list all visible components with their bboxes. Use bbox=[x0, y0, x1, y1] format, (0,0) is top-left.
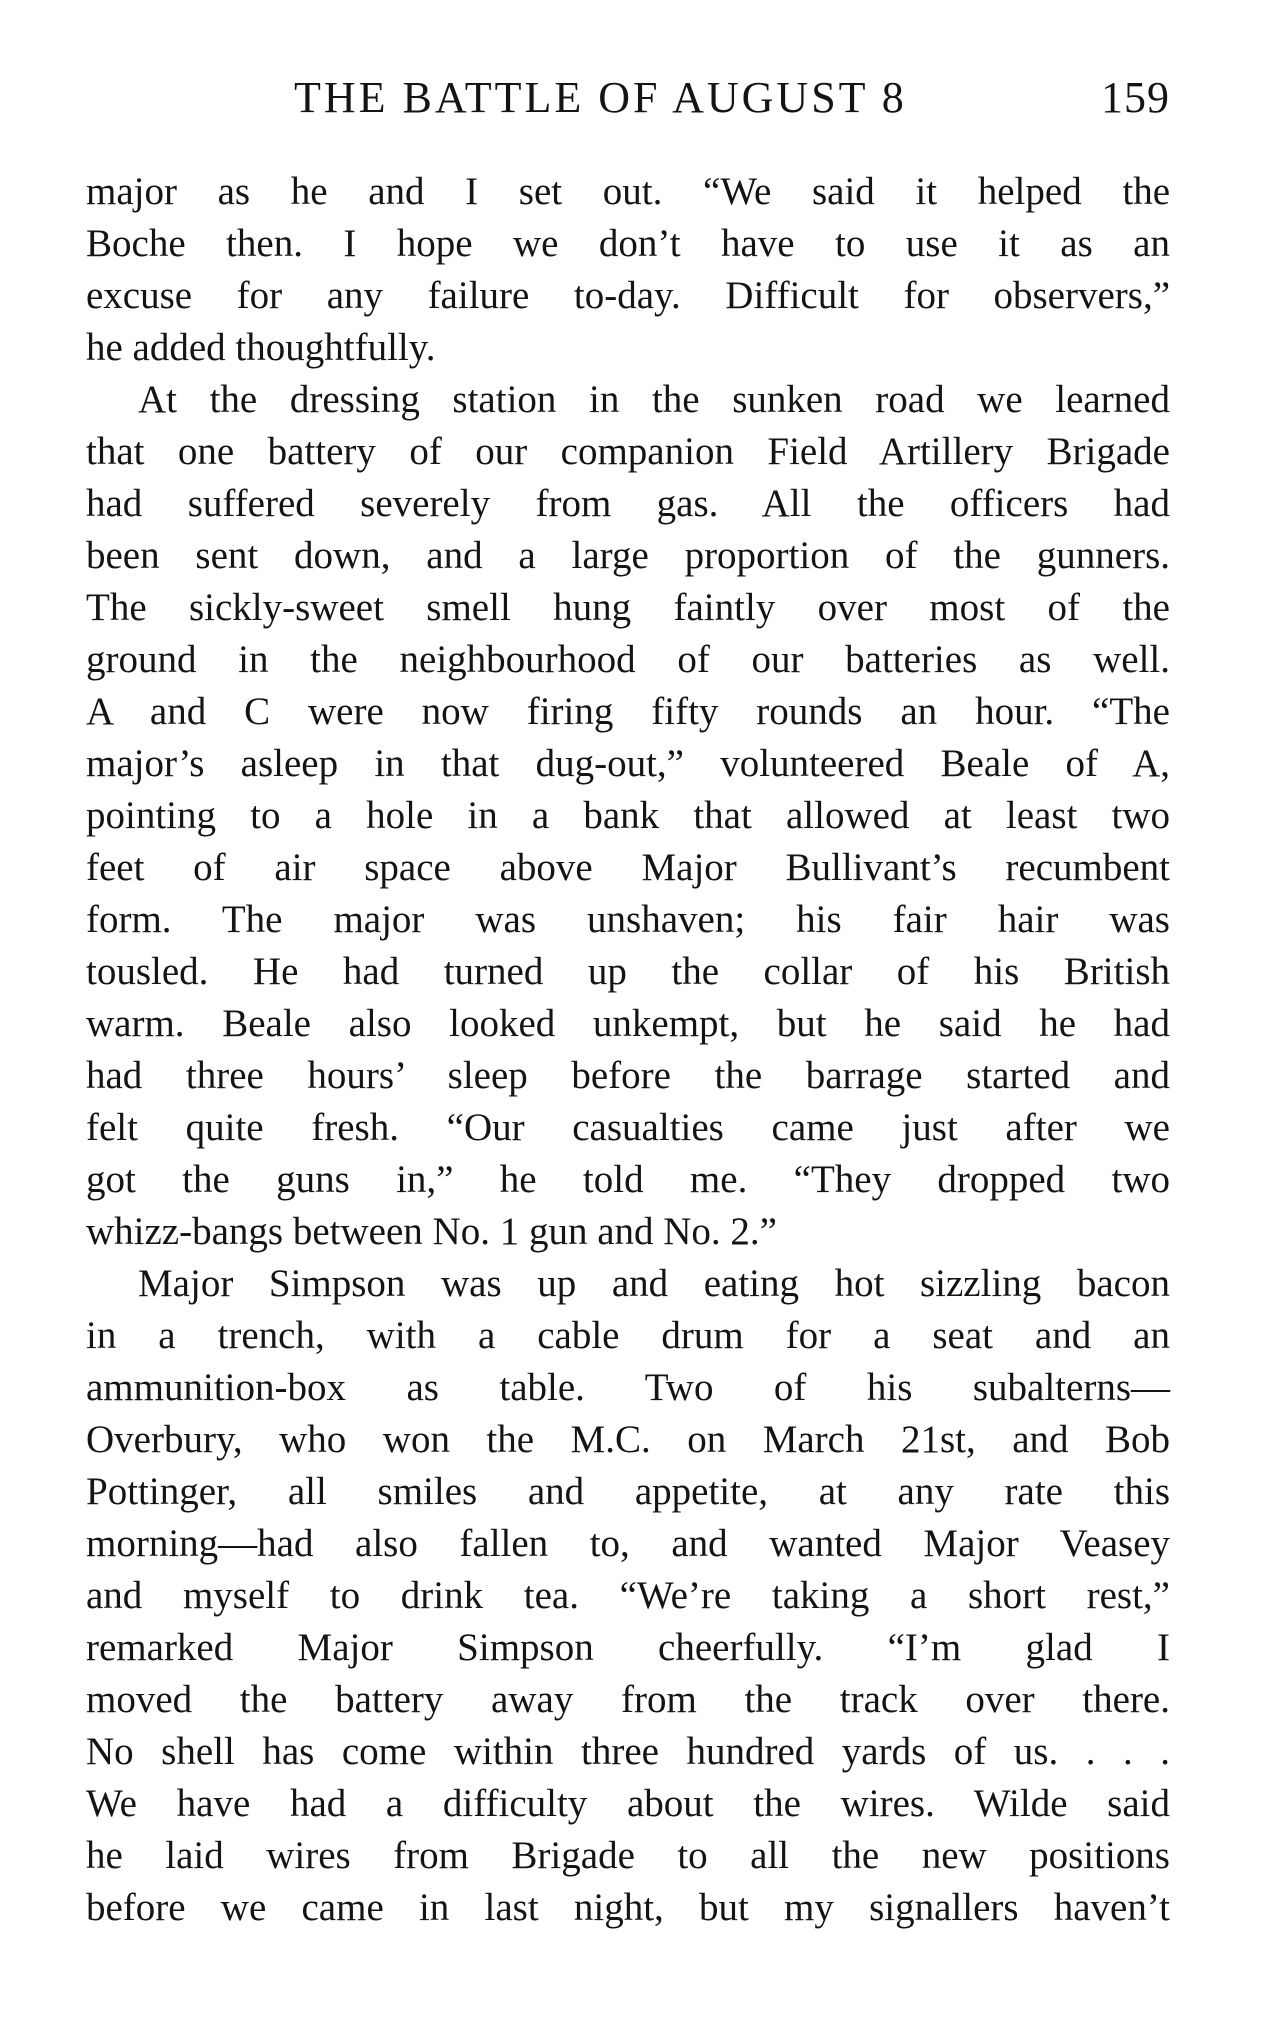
text-line: major’s asleep in that dug-out,” volunteered Beale of A, bbox=[86, 742, 1170, 785]
text-line: morning—had also fallen to, and wanted Major Veasey bbox=[86, 1522, 1170, 1565]
text-line: remarked Major Simpson cheerfully. “I’m glad I bbox=[86, 1626, 1170, 1669]
text-line: No shell has come within three hundred yards of us. . . . bbox=[86, 1730, 1170, 1773]
text-line: in a trench, with a cable drum for a seat and an bbox=[86, 1314, 1170, 1357]
text-line: and myself to drink tea. “We’re taking a short rest,” bbox=[86, 1574, 1170, 1617]
text-line: At the dressing station in the sunken road we learned bbox=[138, 378, 1170, 421]
text-line: feet of air space above Major Bullivant’s recumbent bbox=[86, 846, 1170, 889]
text-line: pointing to a hole in a bank that allowed at least two bbox=[86, 794, 1170, 837]
text-line: he added thoughtfully. bbox=[86, 326, 436, 369]
body-text bbox=[86, 166, 1170, 1934]
text-line: tousled. He had turned up the collar of his British bbox=[86, 950, 1170, 993]
text-line: excuse for any failure to-day. Difficult for observers,” bbox=[86, 274, 1170, 317]
text-line: ground in the neighbourhood of our batteries as well. bbox=[86, 638, 1170, 681]
text-line: felt quite fresh. “Our casualties came just after we bbox=[86, 1106, 1170, 1149]
text-line: form. The major was unshaven; his fair hair was bbox=[86, 898, 1170, 941]
text-line: whizz-bangs between No. 1 gun and No. 2.” bbox=[86, 1210, 777, 1253]
text-line: had three hours’ sleep before the barrage started and bbox=[86, 1054, 1170, 1097]
text-line: major as he and I set out. “We said it helped the bbox=[86, 170, 1170, 213]
page-number: 159 bbox=[1101, 73, 1170, 122]
running-head bbox=[86, 68, 1170, 128]
text-line: Overbury, who won the M.C. on March 21st, and Bob bbox=[86, 1418, 1170, 1461]
text-line: he laid wires from Brigade to all the new positions bbox=[86, 1834, 1170, 1877]
text-line: moved the battery away from the track over there. bbox=[86, 1678, 1170, 1721]
text-line: ammunition-box as table. Two of his subalterns— bbox=[86, 1366, 1170, 1409]
text-line: had suffered severely from gas. All the officers had bbox=[86, 482, 1170, 525]
text-line: before we came in last night, but my signallers haven’t bbox=[86, 1886, 1170, 1929]
text-line: Major Simpson was up and eating hot sizzling bacon bbox=[138, 1262, 1170, 1305]
text-line: A and C were now firing fifty rounds an hour. “The bbox=[86, 690, 1170, 733]
text-line: Boche then. I hope we don’t have to use it as an bbox=[86, 222, 1170, 265]
text-line: got the guns in,” he told me. “They dropped two bbox=[86, 1158, 1170, 1201]
text-line: been sent down, and a large proportion of the gunners. bbox=[86, 534, 1170, 577]
text-line: Pottinger, all smiles and appetite, at any rate this bbox=[86, 1470, 1170, 1513]
chapter-title: THE BATTLE OF AUGUST 8 bbox=[294, 73, 907, 122]
text-line: The sickly-sweet smell hung faintly over most of the bbox=[86, 586, 1170, 629]
text-line: We have had a difficulty about the wires. Wilde said bbox=[86, 1782, 1170, 1825]
text-line: warm. Beale also looked unkempt, but he said he had bbox=[86, 1002, 1170, 1045]
text-line: that one battery of our companion Field Artillery Brigade bbox=[86, 430, 1170, 473]
